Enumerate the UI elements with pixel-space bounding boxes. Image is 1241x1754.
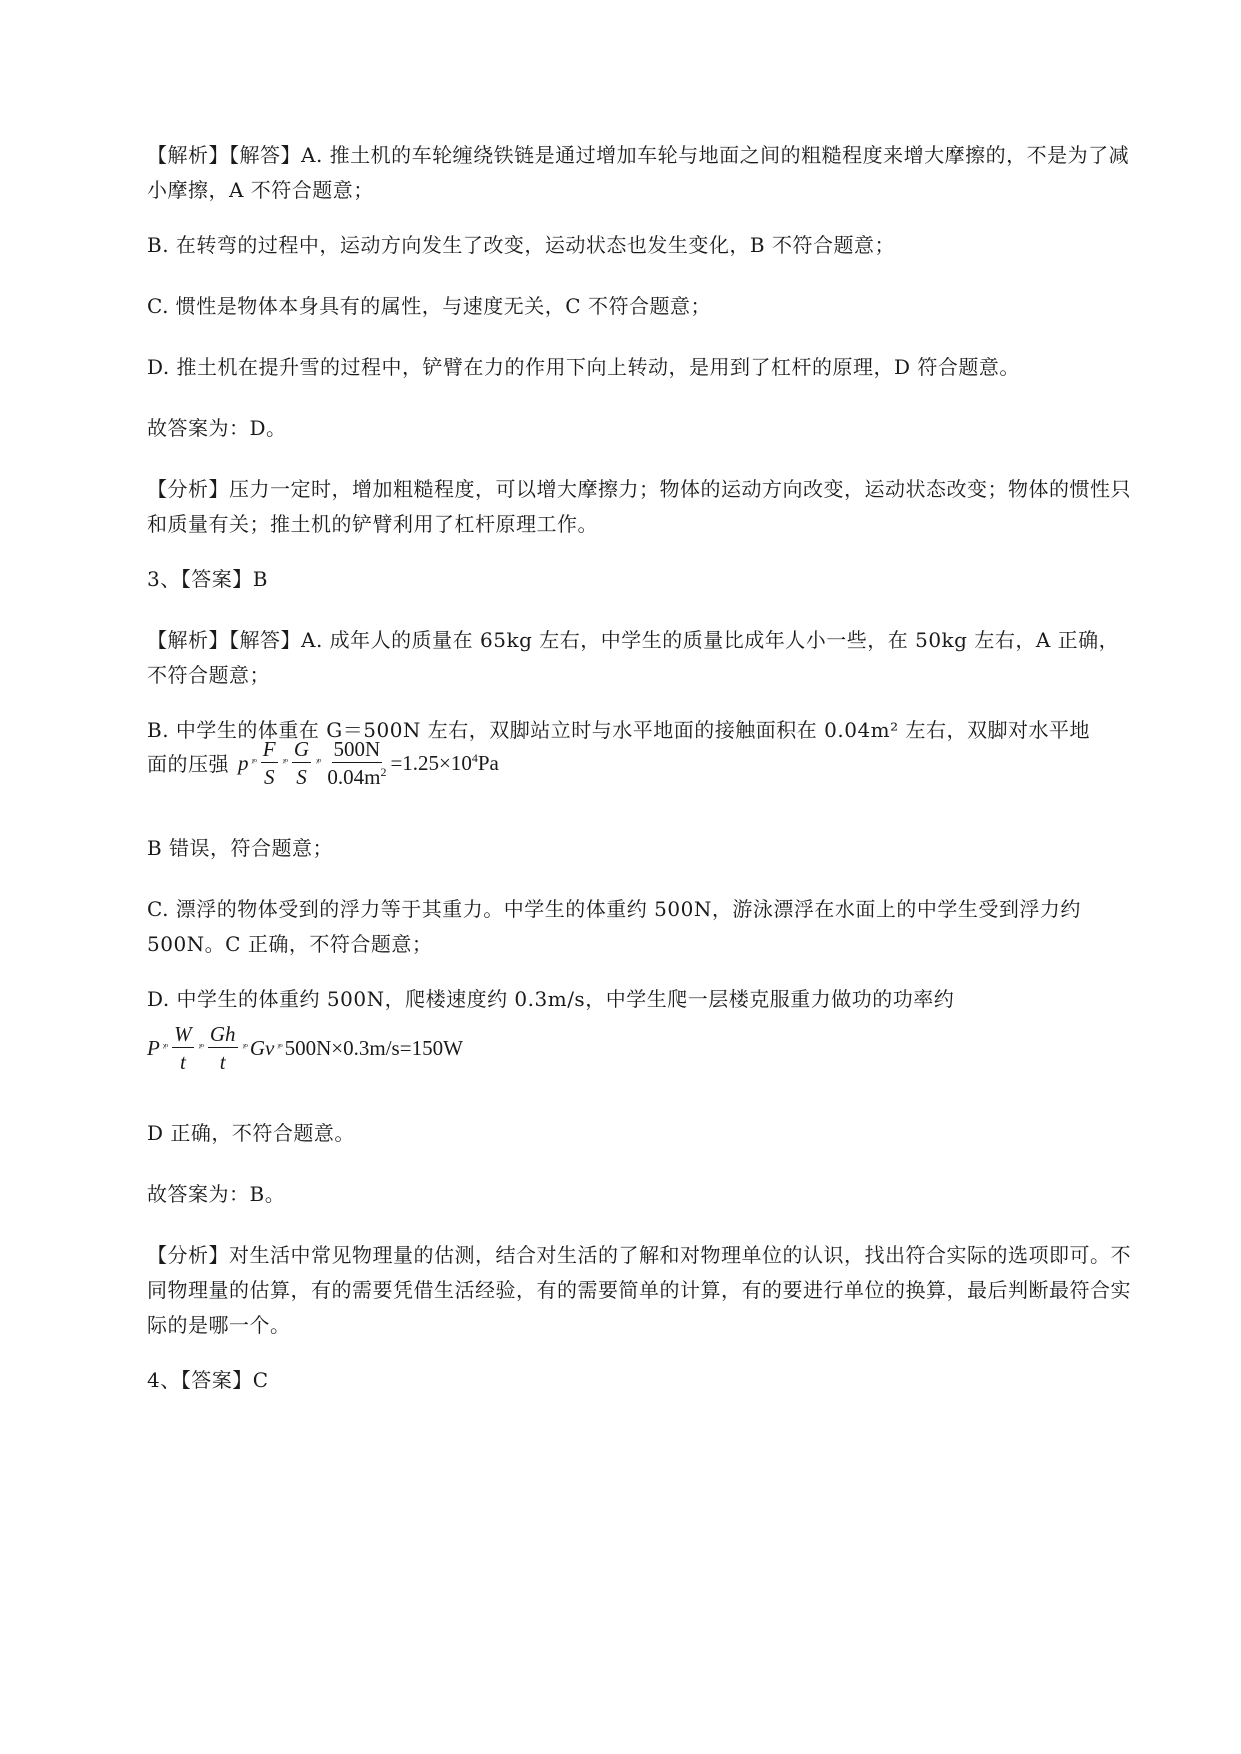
formula-result: $=1.25\times 10^4Pa$: [390, 751, 499, 775]
formula-eq-glyph: ᵡᵒ: [198, 1040, 203, 1053]
fraction-500n-over-area: $\frac{500N}{0.04m^2}$: [327, 737, 387, 789]
paragraph-option-d-3: D. 中学生的体重约 500N，爬楼速度约 0.3m/s，中学生爬一层楼克服重力做功的功率约: [147, 987, 955, 1011]
answer-line-3: 故答案为：B。: [147, 1182, 286, 1206]
fraction-f-over-s: $\frac{F}{S}$: [262, 737, 276, 789]
formula-eq-glyph: ᵡᵒ: [282, 755, 287, 768]
formula-result: 500N×0.3m/s=150W: [284, 1036, 463, 1060]
paragraph-option-d: D. 推土机在提升雪的过程中，铲臂在力的作用下向上转动，是用到了杠杆的原理，D 符合题意。: [147, 355, 1020, 379]
pressure-formula: [238, 737, 499, 790]
formula-lhs: p: [238, 751, 249, 775]
paragraph-option-c-3: C. 漂浮的物体受到的浮力等于其重力。中学生的体重约 500N，游泳漂浮在水面上的中学生受到浮力约 500N。C 正确，不符合题意；: [147, 897, 1081, 956]
formula-term: Gv: [249, 1036, 275, 1060]
fraction-g-over-s: $\frac{G}{S}$: [293, 737, 310, 789]
conclusion-b: B 错误，符合题意；: [147, 836, 334, 860]
paragraph-option-b-3: B. 中学生的体重在 G＝500N 左右，双脚站立时与水平地面的接触面积在 0.04m² 左右，双脚对水平地: [147, 718, 1091, 742]
question-4-answer-heading: 4、【答案】C: [147, 1368, 269, 1392]
paragraph-option-b: B. 在转弯的过程中，运动方向发生了改变，运动状态也发生变化，B 不符合题意；: [147, 233, 895, 257]
formula-eq-glyph: ᵡᵒ: [162, 1040, 168, 1053]
paragraph-option-b-3-cont: 面的压强: [147, 752, 229, 776]
fraction-w-over-t: $\frac{W}{t}$: [174, 1022, 192, 1074]
paragraph-summary-3: 【分析】对生活中常见物理量的估测，结合对生活的了解和对物理单位的认识，找出符合实际的选项即可。不同物理量的估算，有的需要凭借生活经验，有的需要简单的计算，有的要进行单位的换算，最后判断最符合实际的是哪一个。: [147, 1243, 1131, 1337]
paragraph-analysis-3: 【解析】【解答】A. 成年人的质量在 65kg 左右，中学生的质量比成年人小一些，在 50kg 左右，A 正确，不符合题意；: [147, 628, 1120, 687]
fraction-gh-over-t: $\frac{Gh}{t}$: [209, 1022, 236, 1074]
power-formula: [147, 1022, 463, 1075]
answer-line-2: 故答案为：D。: [147, 416, 287, 440]
paragraph-option-c: C. 惯性是物体本身具有的属性，与速度无关，C 不符合题意；: [147, 294, 711, 318]
paragraph-analysis-2: 【解析】【解答】A. 推土机的车轮缠绕铁链是通过增加车轮与地面之间的粗糙程度来增大摩擦的，不是为了减小摩擦，A 不符合题意；: [147, 143, 1130, 202]
conclusion-d: D 正确，不符合题意。: [147, 1121, 355, 1145]
formula-eq-glyph: ᵡᵒ: [277, 1040, 282, 1053]
formula-eq-glyph: ᵡᵒ: [242, 1040, 247, 1053]
question-3-answer-heading: 3、【答案】B: [147, 567, 268, 591]
formula-eq-glyph: ᵡᵒ: [316, 755, 321, 768]
formula-lhs: P: [147, 1036, 160, 1060]
paragraph-summary-2: 【分析】压力一定时，增加粗糙程度，可以增大摩擦力；物体的运动方向改变，运动状态改变；物体的惯性只和质量有关；推土机的铲臂利用了杠杆原理工作。: [147, 477, 1131, 536]
formula-eq-glyph: ᵡᵒ: [251, 755, 256, 768]
